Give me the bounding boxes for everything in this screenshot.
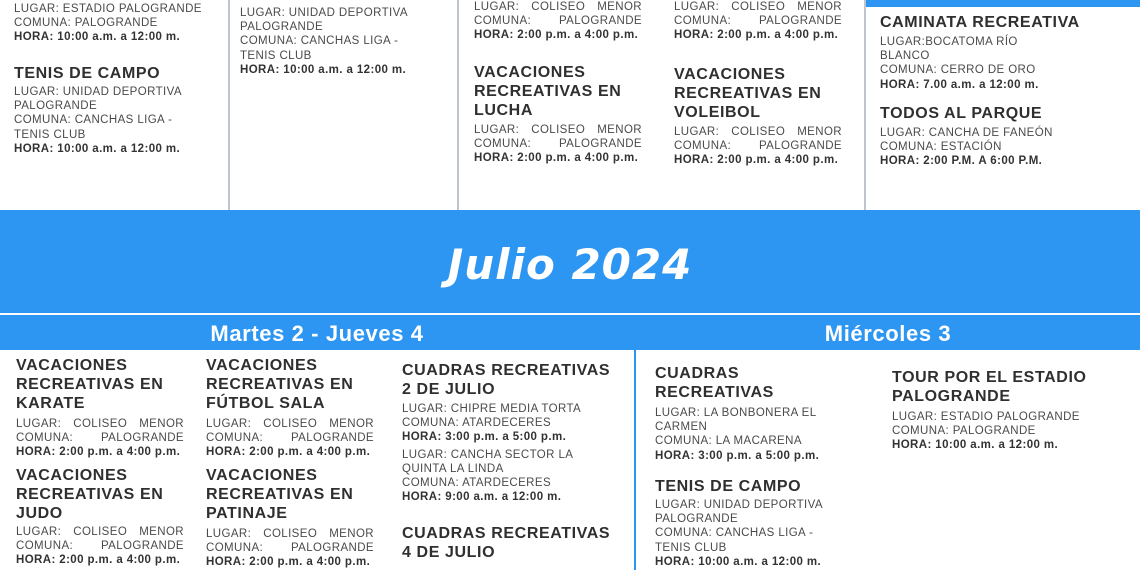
event-line: COMUNA: PALOGRANDE: [206, 542, 374, 555]
event-line: COMUNA: ESTACIÓN: [880, 141, 1002, 154]
event-cuadras-miercoles: [655, 364, 855, 463]
event-line: LUGAR: COLISEO MENOR: [674, 1, 842, 13]
event-line: LUGAR: CANCHA DE FANEÓN: [880, 127, 1053, 139]
event-coliseo-top-3: [474, 0, 642, 43]
event-line: LUGAR: UNIDAD DEPORTIVA: [240, 7, 408, 19]
event-line: COMUNA: ATARDECERES: [402, 417, 552, 430]
event-line: LUGAR: COLISEO MENOR: [16, 526, 184, 538]
event-line: LUGAR: COLISEO MENOR: [16, 418, 184, 430]
event-tour-estadio: [892, 368, 1132, 453]
event-line: LUGAR: ESTADIO PALOGRANDE: [892, 411, 1080, 423]
event-time: HORA: 7.00 a.m. a 12:00 m.: [880, 78, 1039, 91]
event-line: TENIS CLUB: [655, 541, 727, 554]
event-line: LUGAR: LA BONBONERA EL: [655, 407, 817, 419]
event-line: CARMEN: [655, 421, 708, 434]
event-line: COMUNA: PALOGRANDE: [16, 432, 184, 445]
event-line: LUGAR: ESTADIO PALOGRANDE: [14, 3, 202, 15]
event-cuadras-2-julio: [402, 361, 632, 504]
top-cell-5-accent: [866, 0, 1140, 7]
event-title: VACACIONES: [206, 467, 318, 484]
event-time: HORA: 3:00 p.m. a 5:00 p.m.: [402, 431, 567, 444]
event-title: RECREATIVAS EN: [206, 376, 354, 393]
event-line: LUGAR: COLISEO MENOR: [674, 126, 842, 138]
event-title: TOUR POR EL ESTADIO: [892, 369, 1087, 386]
event-time: HORA: 2:00 p.m. a 4:00 p.m.: [674, 29, 839, 42]
event-time: HORA: 10:00 a.m. a 12:00 m.: [892, 439, 1059, 452]
event-line: COMUNA: CANCHAS LIGA -: [240, 35, 399, 48]
event-title: 4 DE JULIO: [402, 544, 496, 561]
event-tenis-top: [14, 64, 214, 156]
event-lucha: [474, 63, 642, 166]
event-title: PALOGRANDE: [892, 388, 1011, 405]
event-title: PATINAJE: [206, 505, 288, 522]
event-patinaje: [206, 466, 374, 570]
event-karate: [16, 356, 184, 460]
event-time: HORA: 2:00 P.M. A 6:00 P.M.: [880, 155, 1043, 168]
event-title: VACACIONES: [674, 66, 786, 83]
event-title: VACACIONES: [16, 467, 128, 484]
event-title: KARATE: [16, 395, 86, 412]
event-title: JUDO: [16, 505, 63, 522]
event-title: TENIS DE CAMPO: [655, 478, 802, 495]
event-time: HORA: 9:00 a.m. a 12:00 m.: [402, 491, 562, 504]
event-palogrande-top: [14, 2, 224, 45]
event-line: TENIS CLUB: [14, 128, 86, 141]
month-title: Julio 2024: [447, 240, 693, 289]
event-line: LUGAR:BOCATOMA RÍO: [880, 36, 1018, 48]
event-title: VACACIONES: [206, 357, 318, 374]
event-time: HORA: 2:00 p.m. a 4:00 p.m.: [206, 556, 371, 569]
event-line: COMUNA: PALOGRANDE: [206, 432, 374, 445]
event-title: VACACIONES: [16, 357, 128, 374]
event-line: LUGAR: COLISEO MENOR: [474, 124, 642, 136]
event-title: RECREATIVAS EN: [674, 85, 822, 102]
event-line: COMUNA: PALOGRANDE: [892, 425, 1036, 438]
event-line: COMUNA: PALOGRANDE: [674, 15, 842, 28]
event-tenis-miercoles: [655, 477, 855, 569]
event-line: PALOGRANDE: [240, 21, 324, 34]
event-line: LUGAR: CANCHA SECTOR LA: [402, 448, 574, 461]
event-time: HORA: 2:00 p.m. a 4:00 p.m.: [206, 446, 371, 459]
event-caminata: [880, 13, 1130, 92]
event-title: RECREATIVAS: [655, 384, 774, 401]
event-time: HORA: 2:00 p.m. a 4:00 p.m.: [16, 446, 181, 459]
event-title: FÚTBOL SALA: [206, 395, 326, 412]
event-line: COMUNA: PALOGRANDE: [16, 540, 184, 553]
event-line: BLANCO: [880, 50, 930, 63]
event-coliseo-top-4: [674, 0, 842, 43]
event-time: HORA: 2:00 p.m. a 4:00 p.m.: [474, 152, 639, 165]
event-time: HORA: 2:00 p.m. a 4:00 p.m.: [674, 154, 839, 167]
event-title: CUADRAS RECREATIVAS: [402, 525, 611, 542]
event-title: RECREATIVAS EN: [16, 486, 164, 503]
event-time: HORA: 2:00 p.m. a 4:00 p.m.: [474, 29, 639, 42]
event-title: LUCHA: [474, 102, 533, 119]
event-title: RECREATIVAS EN: [206, 486, 354, 503]
event-line: LUGAR: COLISEO MENOR: [206, 418, 374, 430]
event-line: LUGAR: UNIDAD DEPORTIVA: [655, 499, 823, 511]
event-title: RECREATIVAS EN: [474, 83, 622, 100]
event-line: LUGAR: CHIPRE MEDIA TORTA: [402, 403, 582, 415]
event-line: COMUNA: PALOGRANDE: [674, 140, 842, 153]
event-line: PALOGRANDE: [14, 100, 98, 113]
event-line: LUGAR: COLISEO MENOR: [206, 528, 374, 540]
event-futbol-sala: [206, 356, 374, 460]
event-line: PALOGRANDE: [655, 513, 739, 526]
event-title: VOLEIBOL: [674, 104, 761, 121]
event-unidad-top: [240, 6, 450, 77]
event-line: COMUNA: LA MACARENA: [655, 435, 802, 448]
event-line: LUGAR: UNIDAD DEPORTIVA: [14, 86, 182, 98]
event-title: CUADRAS: [655, 365, 740, 382]
event-title: CAMINATA RECREATIVA: [880, 14, 1080, 31]
right-section-header: Miércoles 3: [636, 317, 1140, 350]
event-line: TENIS CLUB: [240, 49, 312, 62]
event-time: HORA: 10:00 a.m. a 12:00 m.: [655, 555, 822, 568]
event-line: COMUNA: CANCHAS LIGA -: [655, 527, 814, 540]
event-time: HORA: 10:00 a.m. a 12:00 m.: [240, 63, 407, 76]
event-title: TODOS AL PARQUE: [880, 105, 1043, 122]
event-time: HORA: 3:00 p.m. a 5:00 p.m.: [655, 449, 820, 462]
event-time: HORA: 10:00 a.m. a 12:00 m.: [14, 142, 181, 155]
event-line: COMUNA: CERRO DE ORO: [880, 64, 1036, 77]
event-cuadras-4-julio: [402, 524, 632, 562]
event-title: 2 DE JULIO: [402, 381, 496, 398]
event-time: HORA: 10:00 a.m. a 12:00 m.: [14, 31, 181, 44]
event-title: RECREATIVAS EN: [16, 376, 164, 393]
event-judo: [16, 466, 184, 568]
event-time: HORA: 2:00 p.m. a 4:00 p.m.: [16, 554, 181, 567]
event-line: LUGAR: COLISEO MENOR: [474, 1, 642, 13]
event-title: VACACIONES: [474, 64, 586, 81]
event-title: CUADRAS RECREATIVAS: [402, 362, 611, 379]
left-section-header: Martes 2 - Jueves 4: [0, 317, 634, 350]
event-line: COMUNA: PALOGRANDE: [474, 15, 642, 28]
event-voleibol: [674, 65, 842, 168]
event-line: QUINTA LA LINDA: [402, 462, 504, 475]
event-line: COMUNA: ATARDECERES: [402, 477, 552, 490]
event-line: COMUNA: PALOGRANDE: [14, 17, 158, 30]
event-todos-al-parque: [880, 104, 1130, 169]
event-title: TENIS DE CAMPO: [14, 65, 161, 82]
event-line: COMUNA: PALOGRANDE: [474, 138, 642, 151]
event-line: COMUNA: CANCHAS LIGA -: [14, 114, 173, 127]
